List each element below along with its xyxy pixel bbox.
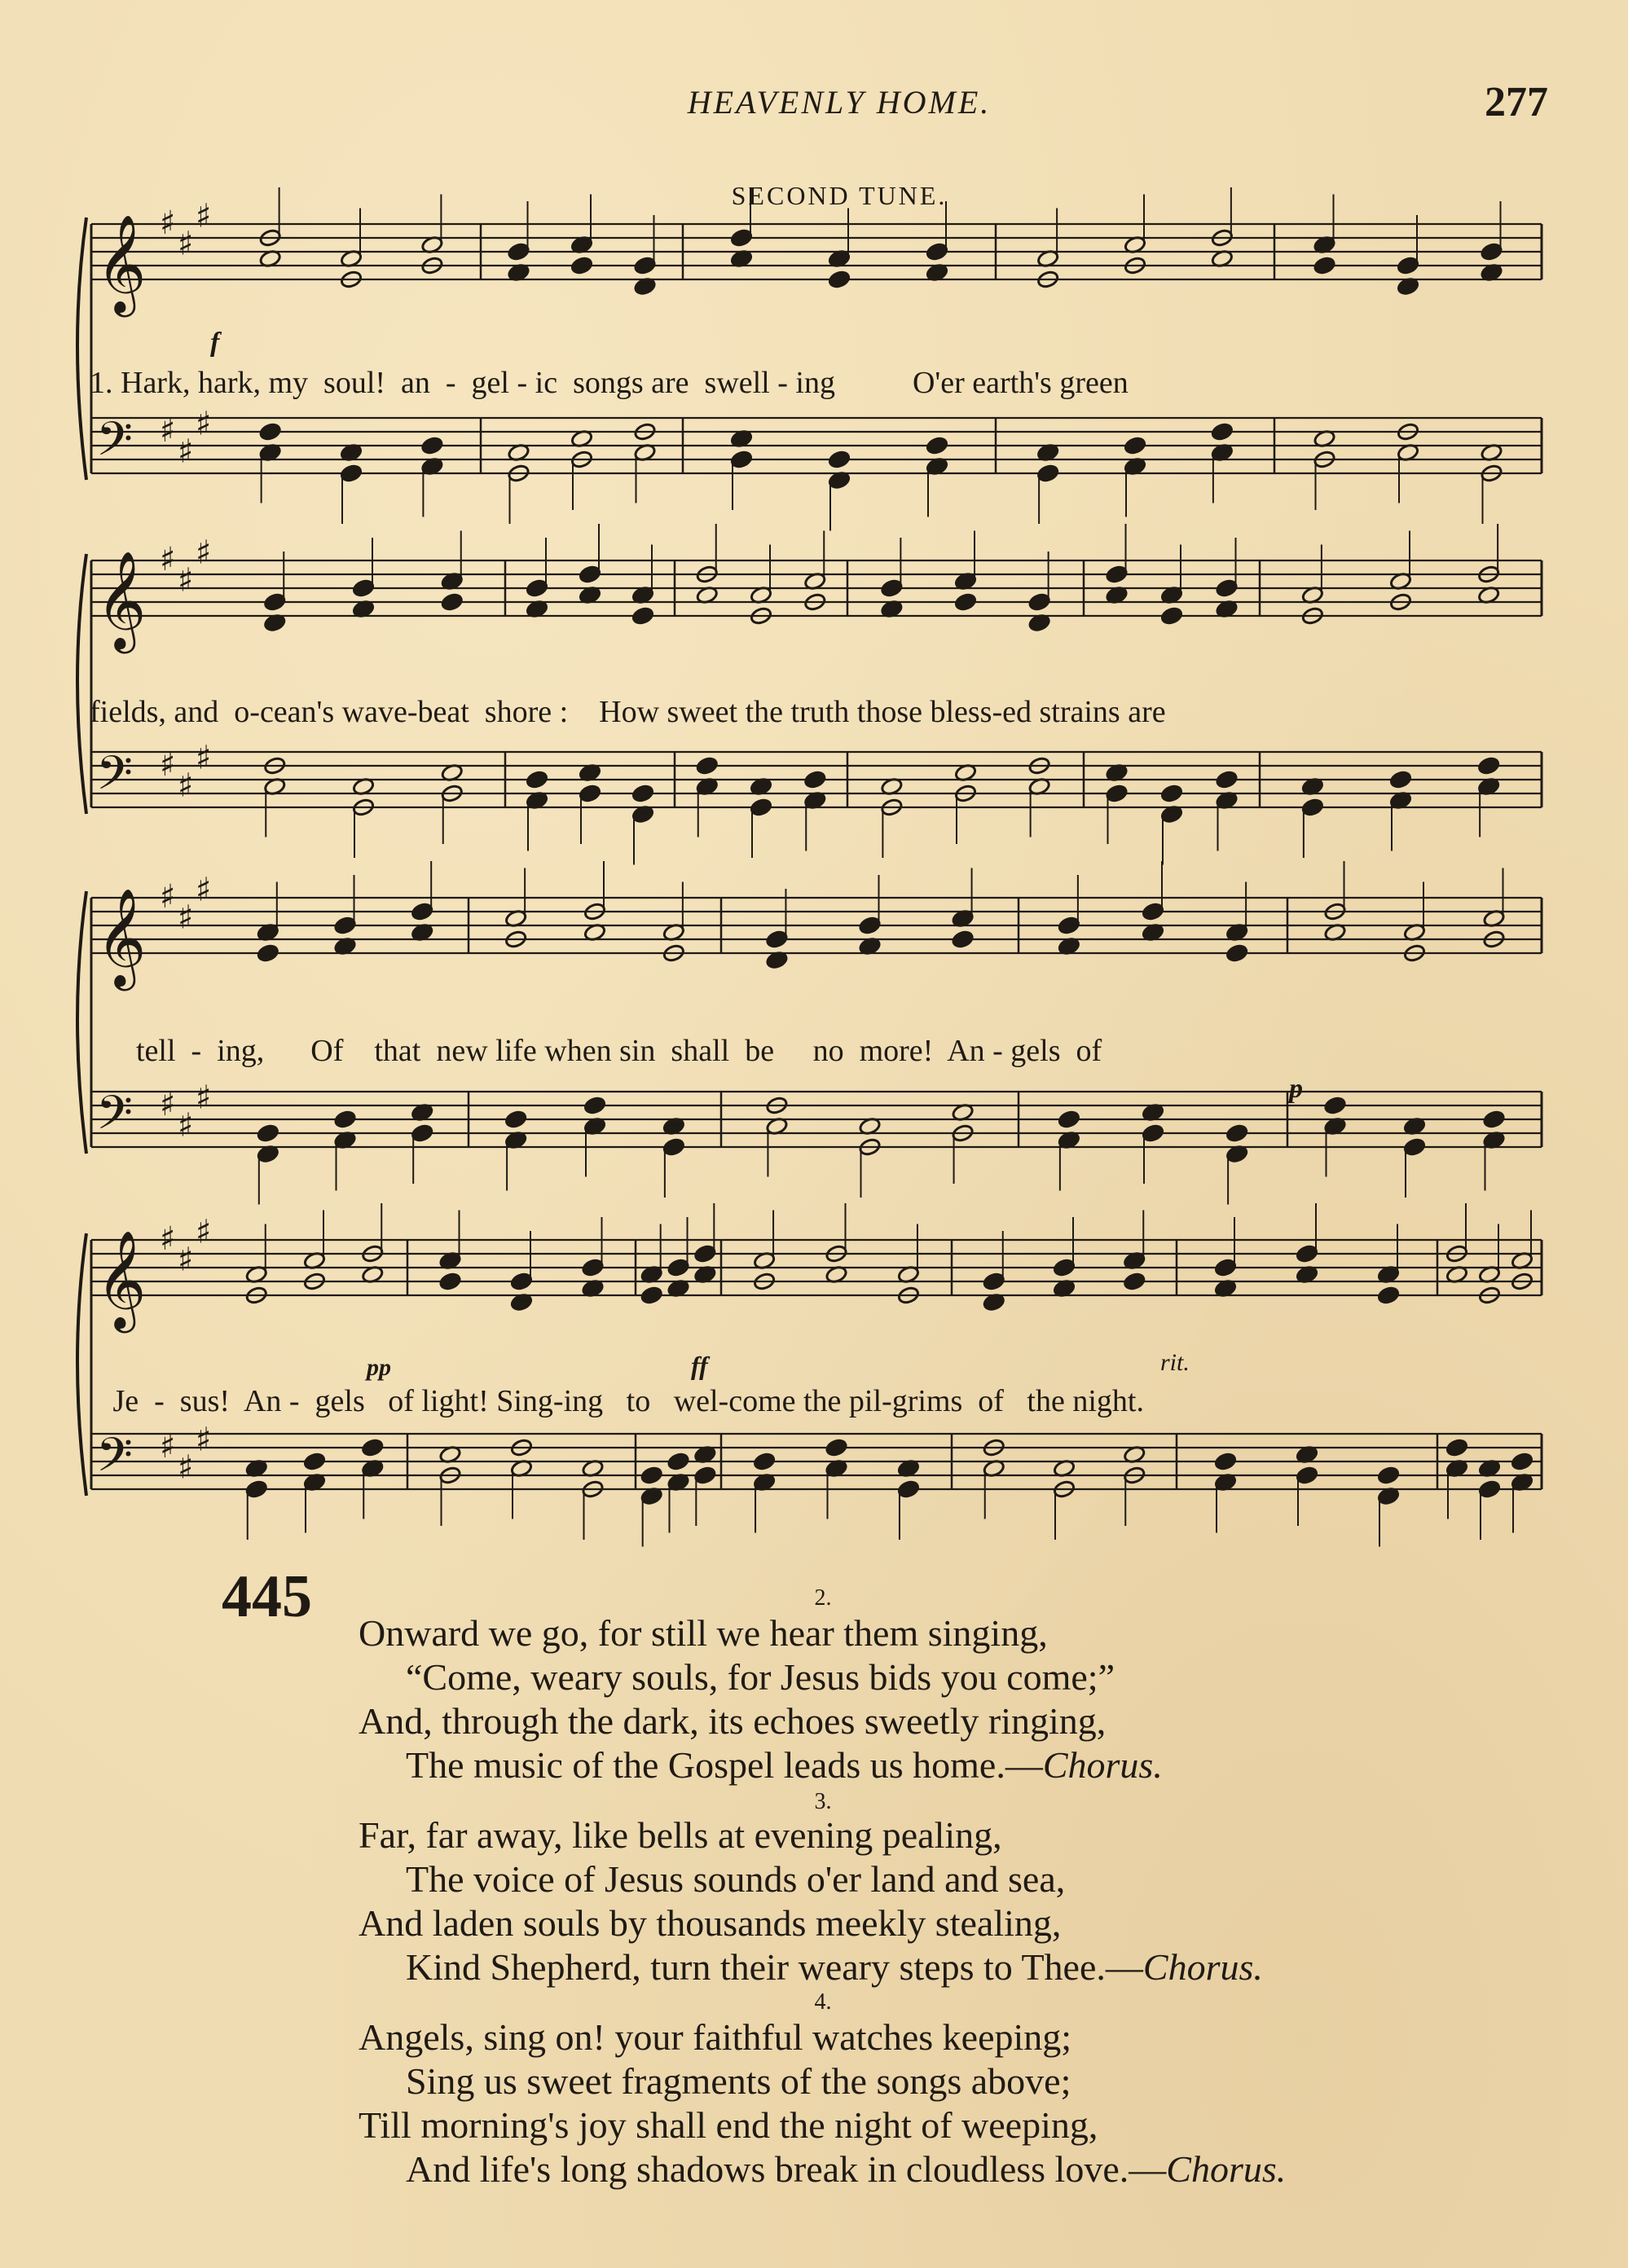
stanza-3-line-3: And laden souls by thousands meekly stealing,	[359, 1902, 1062, 1944]
notehead	[693, 1244, 716, 1264]
sharp-icon: ♯	[196, 739, 212, 777]
notehead	[263, 592, 286, 612]
notehead	[1296, 1466, 1318, 1485]
notehead	[1215, 578, 1238, 598]
sharp-icon: ♯	[160, 1428, 176, 1466]
stanza-2-line-2: “Come, weary souls, for Jesus bids you come;”	[406, 1656, 1115, 1698]
hymn-number: 445	[222, 1563, 312, 1630]
notehead	[420, 436, 443, 455]
notehead	[1313, 256, 1335, 275]
notehead	[579, 565, 601, 584]
notehead	[1403, 1137, 1426, 1157]
notehead	[257, 1123, 279, 1143]
notehead	[1225, 1123, 1248, 1143]
running-title: HEAVENLY HOME.	[687, 84, 992, 121]
notehead	[579, 784, 601, 803]
notehead	[983, 1272, 1005, 1291]
notehead	[1058, 1110, 1080, 1129]
notehead	[640, 1286, 663, 1305]
notehead	[1036, 464, 1059, 483]
treble-clef-icon: 𝄞	[96, 1229, 147, 1329]
notehead	[1058, 916, 1080, 935]
notehead	[1477, 756, 1500, 776]
lyrics-system-3: tell - ing, Of that new life when sin shall be no more! An - gels of	[90, 1034, 1102, 1068]
sharp-icon: ♯	[160, 746, 176, 784]
notehead	[1511, 1452, 1533, 1471]
notehead	[570, 256, 593, 275]
stanza-2-line-3: And, through the dark, its echoes sweetly ringing,	[359, 1700, 1107, 1742]
notehead	[1397, 256, 1419, 275]
sharp-icon: ♯	[160, 412, 176, 450]
notehead	[897, 1479, 920, 1499]
notehead	[438, 1272, 461, 1291]
notehead	[750, 798, 772, 817]
sharp-icon: ♯	[196, 1213, 212, 1251]
notehead	[352, 578, 375, 598]
dynamic-pianissimo: pp	[367, 1354, 391, 1381]
notehead	[1225, 943, 1248, 963]
notehead	[1053, 1258, 1076, 1277]
system-brace	[77, 218, 86, 480]
sharp-icon: ♯	[178, 1106, 194, 1145]
notehead	[954, 592, 977, 612]
sharp-icon: ♯	[196, 1079, 212, 1117]
sharp-icon: ♯	[160, 541, 176, 578]
notehead	[753, 1452, 776, 1471]
notehead	[633, 256, 656, 275]
notehead	[730, 450, 753, 469]
notehead	[1142, 1123, 1164, 1143]
lyrics-system-2: fields, and o-cean's wave-beat shore : How sweet the truth those bless-ed strains are	[90, 695, 1166, 729]
bass-clef-icon: 𝄢	[96, 411, 134, 478]
sharp-icon: ♯	[196, 534, 212, 572]
stanza-3-line-4: Kind Shepherd, turn their weary steps to Thee.—Chorus.	[406, 1946, 1263, 1988]
notehead	[1377, 1466, 1400, 1485]
notehead	[803, 770, 826, 789]
notehead	[411, 1123, 433, 1143]
notehead	[828, 450, 851, 469]
notehead	[1160, 606, 1183, 626]
notehead	[730, 228, 753, 248]
sharp-icon: ♯	[178, 433, 194, 471]
stanza-4-line-4: And life's long shadows break in cloudless love.—Chorus.	[406, 2148, 1287, 2190]
dynamic-fortissimo: ff	[691, 1351, 708, 1380]
notehead	[1480, 242, 1503, 262]
notehead	[828, 270, 851, 289]
tune-label: SECOND TUNE.	[731, 181, 948, 210]
notehead	[1482, 1110, 1505, 1129]
bass-clef-icon: 𝄢	[96, 1427, 134, 1494]
notehead	[581, 1258, 604, 1277]
notehead	[825, 1438, 847, 1457]
notehead	[510, 1272, 533, 1291]
stanza-4-line-2: Sing us sweet fragments of the songs above;	[406, 2060, 1071, 2102]
notehead	[1214, 1452, 1237, 1471]
notehead	[765, 930, 788, 949]
sharp-icon: ♯	[196, 1421, 212, 1459]
notehead	[667, 1452, 689, 1471]
notehead	[662, 1137, 685, 1157]
stanza-number-4: 4.	[814, 1989, 832, 2015]
bass-clef-icon: 𝄢	[96, 1085, 134, 1152]
sharp-icon: ♯	[196, 871, 212, 909]
stanza-4-line-3: Till morning's joy shall end the night of weeping,	[359, 2104, 1098, 2146]
notehead	[1445, 1438, 1468, 1457]
sharp-icon: ♯	[178, 1241, 194, 1279]
sharp-icon: ♯	[178, 1448, 194, 1487]
notehead	[631, 606, 654, 626]
notehead	[667, 1258, 689, 1277]
sharp-icon: ♯	[178, 561, 194, 600]
notehead	[926, 242, 948, 262]
notehead	[926, 436, 948, 455]
sharp-icon: ♯	[178, 225, 194, 263]
notehead	[1124, 436, 1146, 455]
notehead	[303, 1452, 326, 1471]
notehead	[245, 1479, 268, 1499]
notehead	[583, 1096, 606, 1115]
notehead	[411, 902, 433, 921]
notehead	[696, 756, 719, 776]
treble-clef-icon: 𝄞	[96, 213, 147, 313]
sharp-icon: ♯	[160, 1220, 176, 1258]
notehead	[257, 943, 279, 963]
notehead	[526, 770, 548, 789]
notehead	[1215, 770, 1238, 789]
lyrics-system-1: 1. Hark, hark, my soul! an - gel - ic songs are swell - ing O'er earth's green	[90, 366, 1129, 400]
notehead	[1123, 1272, 1146, 1291]
sharp-icon: ♯	[160, 878, 176, 916]
notehead	[880, 578, 903, 598]
chorus-ref: Chorus.	[1142, 1946, 1263, 1988]
notehead	[259, 422, 282, 442]
sharp-icon: ♯	[160, 204, 176, 242]
stanza-2-line-1: Onward we go, for still we hear them singing,	[359, 1612, 1048, 1654]
sharp-icon: ♯	[160, 1086, 176, 1123]
notehead	[1478, 1479, 1501, 1499]
notehead	[1160, 784, 1183, 803]
notehead	[1214, 1258, 1237, 1277]
dynamic-forte: f	[210, 327, 220, 358]
page-number: 277	[1485, 79, 1548, 125]
notehead	[1105, 565, 1128, 584]
notehead	[333, 1110, 356, 1129]
stanza-4-line-1: Angels, sing on! your faithful watches keeping;	[359, 2016, 1072, 2058]
sharp-icon: ♯	[178, 767, 194, 805]
notehead	[1028, 592, 1051, 612]
notehead	[1323, 1096, 1346, 1115]
notehead	[1377, 1286, 1400, 1305]
sharp-icon: ♯	[178, 899, 194, 937]
system-brace	[77, 891, 86, 1154]
notehead	[1296, 1244, 1318, 1264]
notehead	[1211, 422, 1234, 442]
lyrics-system-4: Je - sus! An - gels of light! Sing-ing to wel-come the pil-grims of the night.	[90, 1384, 1144, 1418]
notehead	[1105, 784, 1128, 803]
stanza-3-line-2: The voice of Jesus sounds o'er land and sea,	[406, 1858, 1066, 1900]
stanza-2-line-4: The music of the Gospel leads us home.—Chorus.	[406, 1744, 1163, 1786]
notehead	[1142, 902, 1164, 921]
ritardando-mark: rit.	[1160, 1349, 1190, 1376]
notehead	[526, 578, 548, 598]
bass-clef-icon: 𝄢	[96, 745, 134, 812]
notehead	[640, 1466, 663, 1485]
chorus-ref: Chorus.	[1166, 2148, 1287, 2190]
dynamic-piano: p	[1289, 1074, 1303, 1104]
notehead	[951, 930, 974, 949]
notehead	[1389, 770, 1412, 789]
sharp-icon: ♯	[196, 197, 212, 235]
chorus-ref: Chorus.	[1042, 1744, 1163, 1786]
notehead	[340, 464, 363, 483]
system-brace	[77, 1233, 86, 1496]
stanza-number-2: 2.	[814, 1585, 832, 1611]
notehead	[361, 1438, 384, 1457]
system-brace	[77, 554, 86, 814]
notehead	[441, 592, 464, 612]
stanza-3-line-1: Far, far away, like bells at evening pealing,	[359, 1814, 1002, 1856]
notehead	[507, 242, 530, 262]
treble-clef-icon: 𝄞	[96, 550, 147, 649]
treble-clef-icon: 𝄞	[96, 887, 147, 987]
notehead	[1301, 798, 1324, 817]
notehead	[504, 1110, 527, 1129]
stanza-number-3: 3.	[814, 1789, 832, 1814]
notehead	[858, 916, 881, 935]
notehead	[333, 916, 356, 935]
notehead	[693, 1466, 716, 1485]
sharp-icon: ♯	[196, 405, 212, 443]
notehead	[631, 784, 654, 803]
